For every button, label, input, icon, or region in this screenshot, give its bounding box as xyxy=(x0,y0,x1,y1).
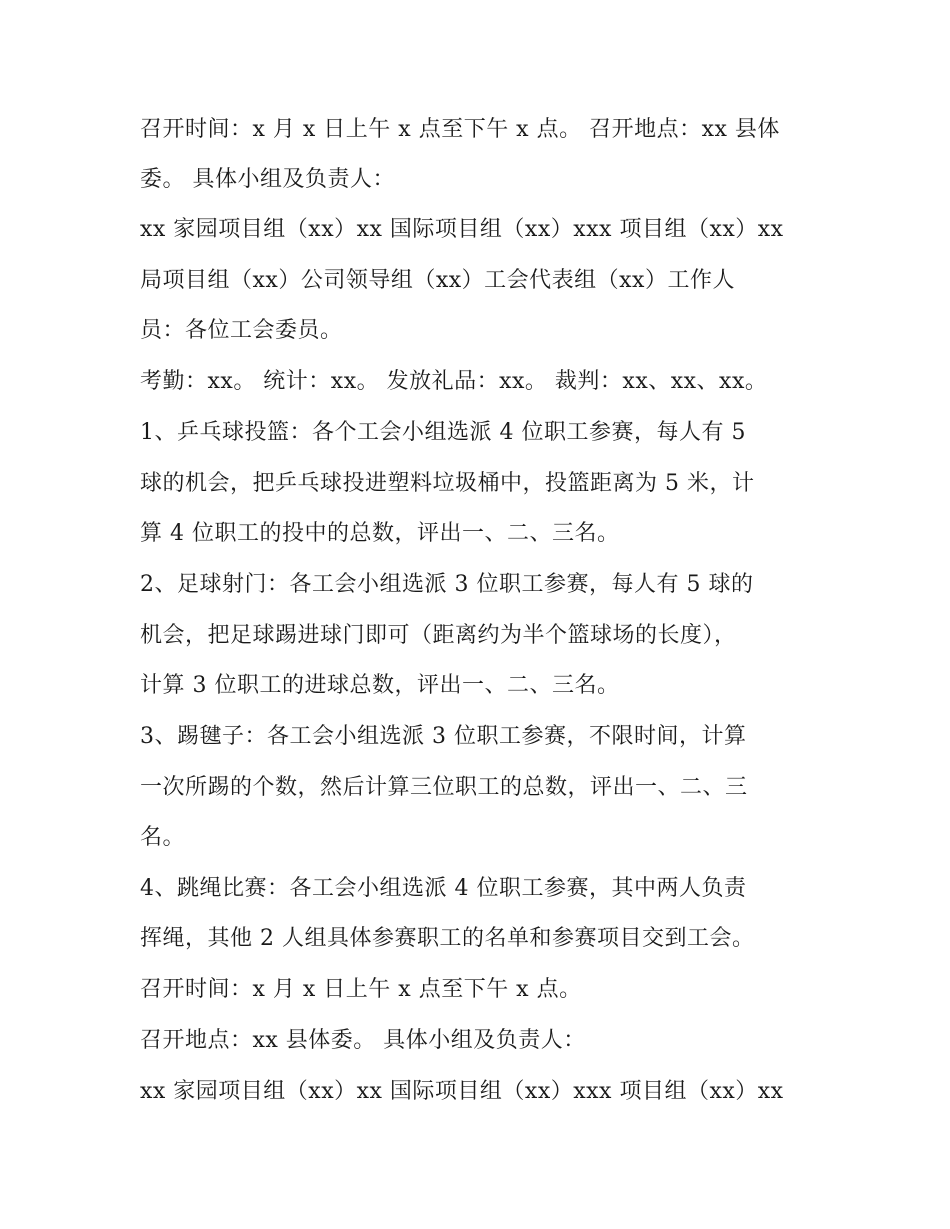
text-line: xx 家园项目组（xx）xx 国际项目组（xx）xxx 项目组（xx）xx xyxy=(140,1079,784,1104)
text-line: 局项目组（xx）公司领导组（xx）工会代表组（xx）工作人 xyxy=(140,268,735,293)
text-line: 计算 3 位职工的进球总数，评出一、二、三名。 xyxy=(140,673,620,698)
text-line: 召开时间：x 月 x 日上午 x 点至下午 x 点。 xyxy=(140,977,582,1002)
text-line: 机会，把足球踢进球门即可（距离约为半个篮球场的长度）， xyxy=(140,623,737,648)
text-line: 球的机会，把乒乓球投进塑料垃圾桶中，投篮距离为 5 米，计 xyxy=(140,471,755,496)
text-line: 员：各位工会委员。 xyxy=(140,318,343,343)
text-line: 1、乒乓球投篮：各个工会小组选派 4 位职工参赛，每人有 5 xyxy=(140,420,746,445)
text-line: 3、踢毽子：各工会小组选派 3 位职工参赛，不限时间，计算 xyxy=(140,724,747,749)
text-line: 考勤：xx。 统计：xx。 发放礼品：xx。 裁判：xx、xx、xx。 xyxy=(140,369,768,394)
text-line: 4、跳绳比赛：各工会小组选派 4 位职工参赛，其中两人负责 xyxy=(140,876,747,901)
text-line: 委。 具体小组及负责人： xyxy=(140,167,395,192)
text-line: 2、足球射门：各工会小组选派 3 位职工参赛，每人有 5 球的 xyxy=(140,572,754,597)
text-line: 挥绳，其他 2 人组具体参赛职工的名单和参赛项目交到工会。 xyxy=(140,926,755,951)
text-line: 召开时间：x 月 x 日上午 x 点至下午 x 点。 召开地点：xx 县体 xyxy=(140,117,780,142)
text-line: 名。 xyxy=(140,825,186,850)
text-line: 算 4 位职工的投中的总数，评出一、二、三名。 xyxy=(140,521,620,546)
text-line: xx 家园项目组（xx）xx 国际项目组（xx）xxx 项目组（xx）xx xyxy=(140,217,784,242)
text-line: 召开地点：xx 县体委。 具体小组及负责人： xyxy=(140,1028,586,1053)
text-line: 一次所踢的个数，然后计算三位职工的总数，评出一、二、三 xyxy=(140,775,748,800)
